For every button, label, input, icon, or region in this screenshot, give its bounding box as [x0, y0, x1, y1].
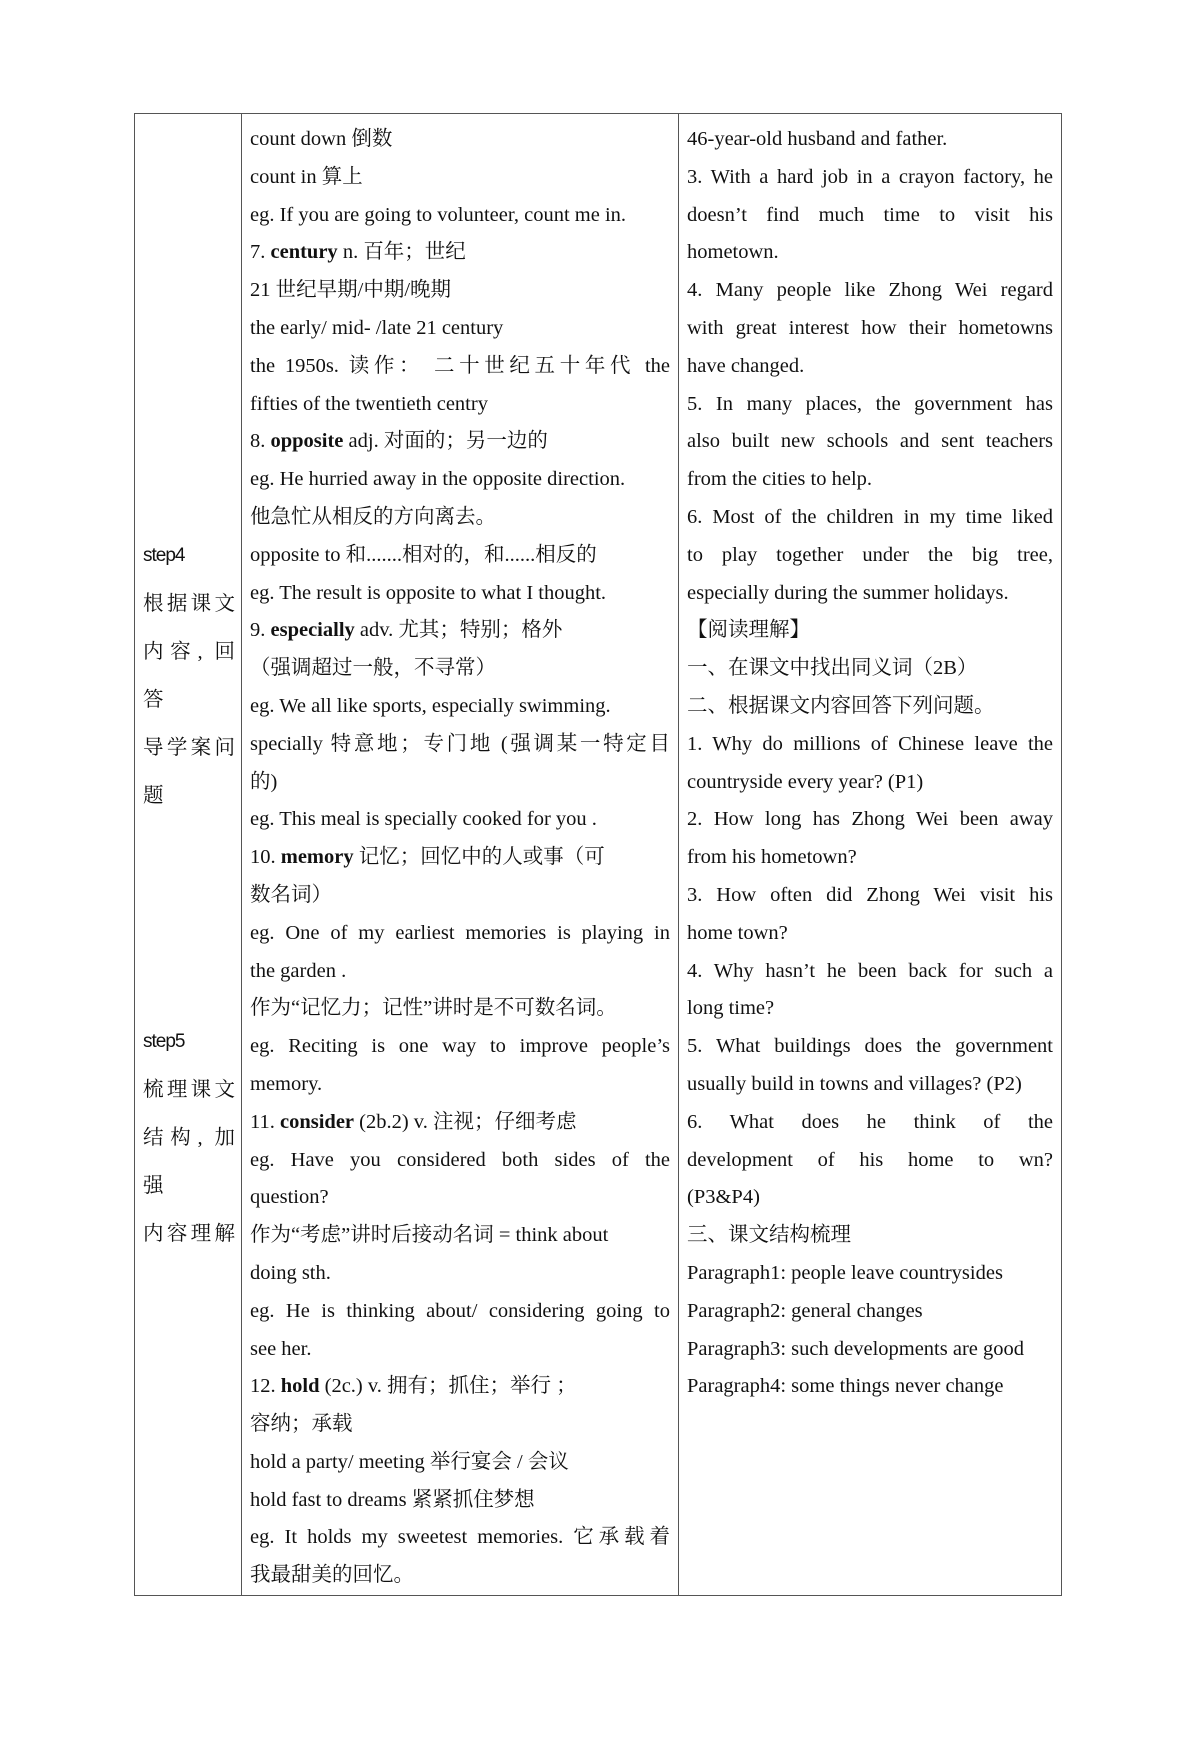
reading-line: 6. Most of the children in my time liked — [687, 505, 1053, 528]
reading-line: home town? — [687, 921, 788, 944]
headword: opposite — [270, 430, 344, 453]
reading-line: from his hometown? — [687, 846, 857, 869]
reading-line: 3. With a hard job in a crayon factory, he — [687, 165, 1053, 188]
vocab-line: eg. If you are going to volunteer, count me in. — [250, 203, 627, 226]
reading-line: 【阅读理解】 — [687, 619, 810, 642]
item-number: 12. — [250, 1375, 281, 1398]
vocab-line: 数名词） — [250, 883, 332, 906]
headword: hold — [280, 1375, 320, 1398]
step5-tag: step5 — [143, 1031, 185, 1052]
vocabulary-column — [242, 114, 679, 1596]
headword-definition: n. 百年；世纪 — [337, 241, 466, 264]
vocab-line: memory. — [250, 1072, 323, 1095]
vocab-line: eg. He hurried away in the opposite direction. — [250, 468, 626, 491]
reading-column — [679, 114, 1062, 1596]
reading-line: with great interest how their hometowns — [687, 316, 1053, 339]
reading-line: countryside every year? (P1) — [687, 770, 924, 793]
headword-definition: adv. 尤其；特别；格外 — [354, 619, 563, 642]
vocab-line: eg. He is thinking about/ considering going to — [250, 1299, 670, 1322]
item-number: 7. — [250, 241, 271, 264]
vocab-line: eg. We all like sports, especially swimming. — [250, 694, 611, 717]
reading-line: to play together under the big tree, — [687, 543, 1053, 566]
reading-line: doesn’t find much time to visit his — [687, 203, 1053, 226]
vocab-line: hold fast to dreams 紧紧抓住梦想 — [250, 1488, 535, 1511]
reading-line: have changed. — [687, 354, 805, 377]
headword-definition: (2c.) v. 拥有；抓住；举行 ； — [319, 1375, 577, 1398]
vocab-line — [250, 1368, 670, 1406]
table-row — [135, 114, 1062, 1596]
vocab-line: the garden . — [250, 959, 347, 982]
vocab-line — [250, 1104, 670, 1142]
vocab-line: 容纳；承载 — [250, 1413, 353, 1436]
reading-line: Paragraph3: such developments are good — [687, 1337, 1025, 1360]
lesson-table — [134, 113, 1062, 1596]
vocab-line: see her. — [250, 1337, 312, 1360]
reading-line: Paragraph4: some things never change — [687, 1375, 1004, 1398]
item-number: 8. — [250, 430, 271, 453]
vocab-line — [250, 423, 670, 461]
reading-line: 5. In many places, the government has — [687, 392, 1053, 415]
vocab-line: 的) — [250, 770, 278, 793]
reading-line: 一、在课文中找出同义词（2B） — [687, 657, 978, 680]
reading-line: (P3&P4) — [687, 1186, 760, 1209]
reading-line: 三、课文结构梳理 — [687, 1224, 851, 1247]
reading-line: also built new schools and sent teachers — [687, 430, 1053, 453]
reading-line: 二、根据课文内容回答下列问题。 — [687, 694, 995, 717]
vocab-line: （强调超过一般，不寻常） — [250, 657, 496, 680]
step-column — [135, 114, 242, 1596]
vocab-line — [250, 234, 670, 272]
step4-line: 内容, 回答 — [143, 641, 235, 711]
reading-line: 46-year-old husband and father. — [687, 128, 948, 150]
vocab-line — [250, 839, 670, 877]
item-number: 10. — [250, 846, 281, 869]
reading-line: usually build in towns and villages? (P2) — [687, 1072, 1022, 1095]
step4-line: 根据课文 — [143, 593, 235, 615]
headword: memory — [280, 846, 354, 869]
reading-line: long time? — [687, 997, 775, 1020]
headword-definition: 记忆；回忆中的人或事（可 — [353, 846, 605, 869]
reading-line: 2. How long has Zhong Wei been away — [687, 808, 1053, 831]
reading-line: 3. How often did Zhong Wei visit his — [687, 883, 1053, 906]
vocab-line: 作为“考虑”讲时后接动名词 = think about — [250, 1224, 609, 1247]
vocab-line: eg. One of my earliest memories is playing in — [250, 921, 670, 944]
vocab-line: 21 世纪早期/中期/晚期 — [250, 279, 452, 302]
vocab-line: eg. Reciting is one way to improve people’s — [250, 1035, 670, 1058]
reading-line: from the cities to help. — [687, 468, 873, 491]
reading-line: hometown. — [687, 241, 779, 264]
headword-definition: (2b.2) v. 注视；仔细考虑 — [354, 1110, 577, 1133]
item-number: 11. — [250, 1110, 280, 1133]
step5-line: 梳理课文 — [143, 1079, 235, 1101]
vocab-line: the early/ mid- /late 21 century — [250, 316, 504, 339]
vocab-line: eg. The result is opposite to what I thought. — [250, 581, 607, 604]
vocab-line: question? — [250, 1186, 329, 1209]
vocab-line: count in 算上 — [250, 165, 363, 188]
reading-line: Paragraph2: general changes — [687, 1299, 923, 1322]
vocab-line: 我最甜美的回忆。 — [250, 1564, 414, 1587]
item-number: 9. — [250, 619, 271, 642]
reading-line: 4. Many people like Zhong Wei regard — [687, 279, 1053, 302]
step4-line: 导学案问 — [143, 737, 235, 759]
vocab-line: fifties of the twentieth centry — [250, 392, 488, 415]
step5-line: 内容理解 — [143, 1223, 235, 1245]
reading-line: especially during the summer holidays. — [687, 581, 1009, 604]
step4-line: 题 — [143, 785, 164, 807]
vocab-line: eg. Have you considered both sides of the — [250, 1148, 670, 1171]
vocab-line: opposite to 和.......相对的，和......相反的 — [250, 543, 597, 566]
vocab-line: doing sth. — [250, 1261, 331, 1284]
vocab-line: 他急忙从相反的方向离去。 — [250, 505, 496, 528]
vocab-line: 作为“记忆力；记性”讲时是不可数名词。 — [250, 997, 617, 1020]
reading-line: 6. What does he think of the — [687, 1110, 1053, 1133]
headword: consider — [280, 1110, 355, 1133]
headword: century — [270, 241, 338, 264]
step4-tag: step4 — [143, 545, 185, 566]
vocab-line: specially 特意地；专门地 (强调某一特定目 — [250, 732, 670, 755]
reading-line: 4. Why hasn’t he been back for such a — [687, 959, 1053, 982]
step5-line: 结构, 加强 — [143, 1127, 235, 1197]
reading-line: development of his home to wn? — [687, 1148, 1053, 1171]
vocab-line: hold a party/ meeting 举行宴会 / 会议 — [250, 1450, 569, 1473]
step5-block — [143, 1018, 235, 1258]
reading-line: 5. What buildings does the government — [687, 1035, 1053, 1058]
vocab-line: count down 倒数 — [250, 128, 393, 150]
vocab-line — [250, 612, 670, 650]
vocabulary-list — [242, 114, 678, 1595]
vocab-line: eg. This meal is specially cooked for you . — [250, 808, 597, 831]
reading-line: Paragraph1: people leave countrysides — [687, 1261, 1003, 1284]
step4-block — [143, 532, 235, 820]
headword: especially — [270, 619, 355, 642]
reading-list — [679, 114, 1061, 1406]
vocab-line: eg. It holds my sweetest memories. 它承载着 — [250, 1526, 670, 1549]
reading-line: 1. Why do millions of Chinese leave the — [687, 732, 1053, 755]
headword-definition: adj. 对面的；另一边的 — [343, 430, 548, 453]
vocab-line: the 1950s. 读作： 二十世纪五十年代 the — [250, 354, 670, 377]
